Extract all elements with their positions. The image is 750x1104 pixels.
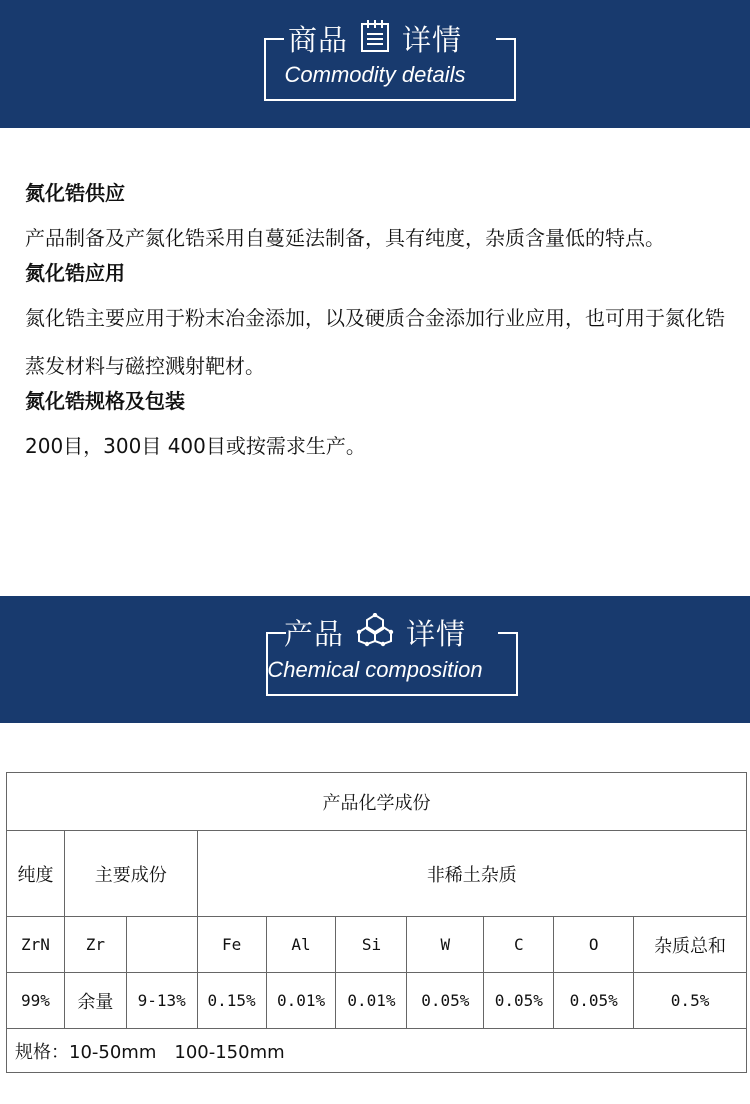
table-cell: W — [407, 917, 484, 973]
table-cell: 9-13% — [126, 973, 197, 1029]
table-cell: 0.15% — [197, 973, 266, 1029]
table-cell: 99% — [7, 973, 65, 1029]
table-cell: 0.05% — [407, 973, 484, 1029]
table-cell — [126, 917, 197, 973]
table-title: 产品化学成份 — [7, 773, 747, 831]
banner-title-right: 详情 — [402, 23, 463, 57]
table-cell: ZrN — [7, 917, 65, 973]
banner-subtitle: Chemical composition — [267, 657, 483, 682]
header-purity: 纯度 — [7, 831, 65, 917]
table-cell: 0.05% — [554, 973, 634, 1029]
banner-title-left: 产品 — [283, 617, 344, 651]
section-text-supply: 产品制备及产氮化锆采用自蔓延法制备，具有纯度，杂质含量低的特点。 — [25, 226, 665, 250]
product-description — [25, 178, 740, 466]
table-cell: 0.05% — [484, 973, 554, 1029]
header-main-component: 主要成份 — [64, 831, 197, 917]
section-text-spec: 200目，300目 400目或按需求生产。 — [25, 434, 366, 458]
table-cell: 杂质总和 — [634, 917, 747, 973]
section-heading-supply: 氮化锆供应 — [25, 181, 125, 205]
table-cell: O — [554, 917, 634, 973]
header-impurity: 非稀土杂质 — [197, 831, 746, 917]
table-cell: Al — [266, 917, 336, 973]
table-cell: 余量 — [64, 973, 126, 1029]
table-cell: Si — [336, 917, 407, 973]
section-heading-spec: 氮化锆规格及包装 — [25, 389, 185, 413]
table-row — [7, 917, 747, 973]
table-cell: 0.01% — [336, 973, 407, 1029]
table-row — [7, 973, 747, 1029]
commodity-details-banner — [0, 0, 750, 128]
table-cell: C — [484, 917, 554, 973]
table-cell: Zr — [64, 917, 126, 973]
table-footer-row — [7, 1029, 747, 1073]
table-cell: 0.5% — [634, 973, 747, 1029]
notepad-icon — [360, 19, 390, 60]
table-title-row — [7, 773, 747, 831]
table-cell: 0.01% — [266, 973, 336, 1029]
table-header-row — [7, 831, 747, 917]
table-cell: Fe — [197, 917, 266, 973]
molecule-icon — [356, 613, 394, 654]
section-text-application: 氮化锆主要应用于粉末冶金添加，以及硬质合金添加行业应用，也可用于氮化锆蒸发材料与磁控溅射靶材。 — [25, 306, 725, 378]
spec-size-note: 规格：10-50mm 100-150mm — [7, 1029, 747, 1073]
banner-title — [0, 18, 750, 63]
banner-title-left: 商品 — [287, 23, 348, 57]
section-heading-application: 氮化锆应用 — [25, 261, 125, 285]
chemical-composition-table — [6, 772, 747, 1073]
banner-subtitle: Commodity details — [284, 62, 466, 87]
banner-title-right: 详情 — [406, 617, 467, 651]
banner-title — [0, 612, 750, 657]
